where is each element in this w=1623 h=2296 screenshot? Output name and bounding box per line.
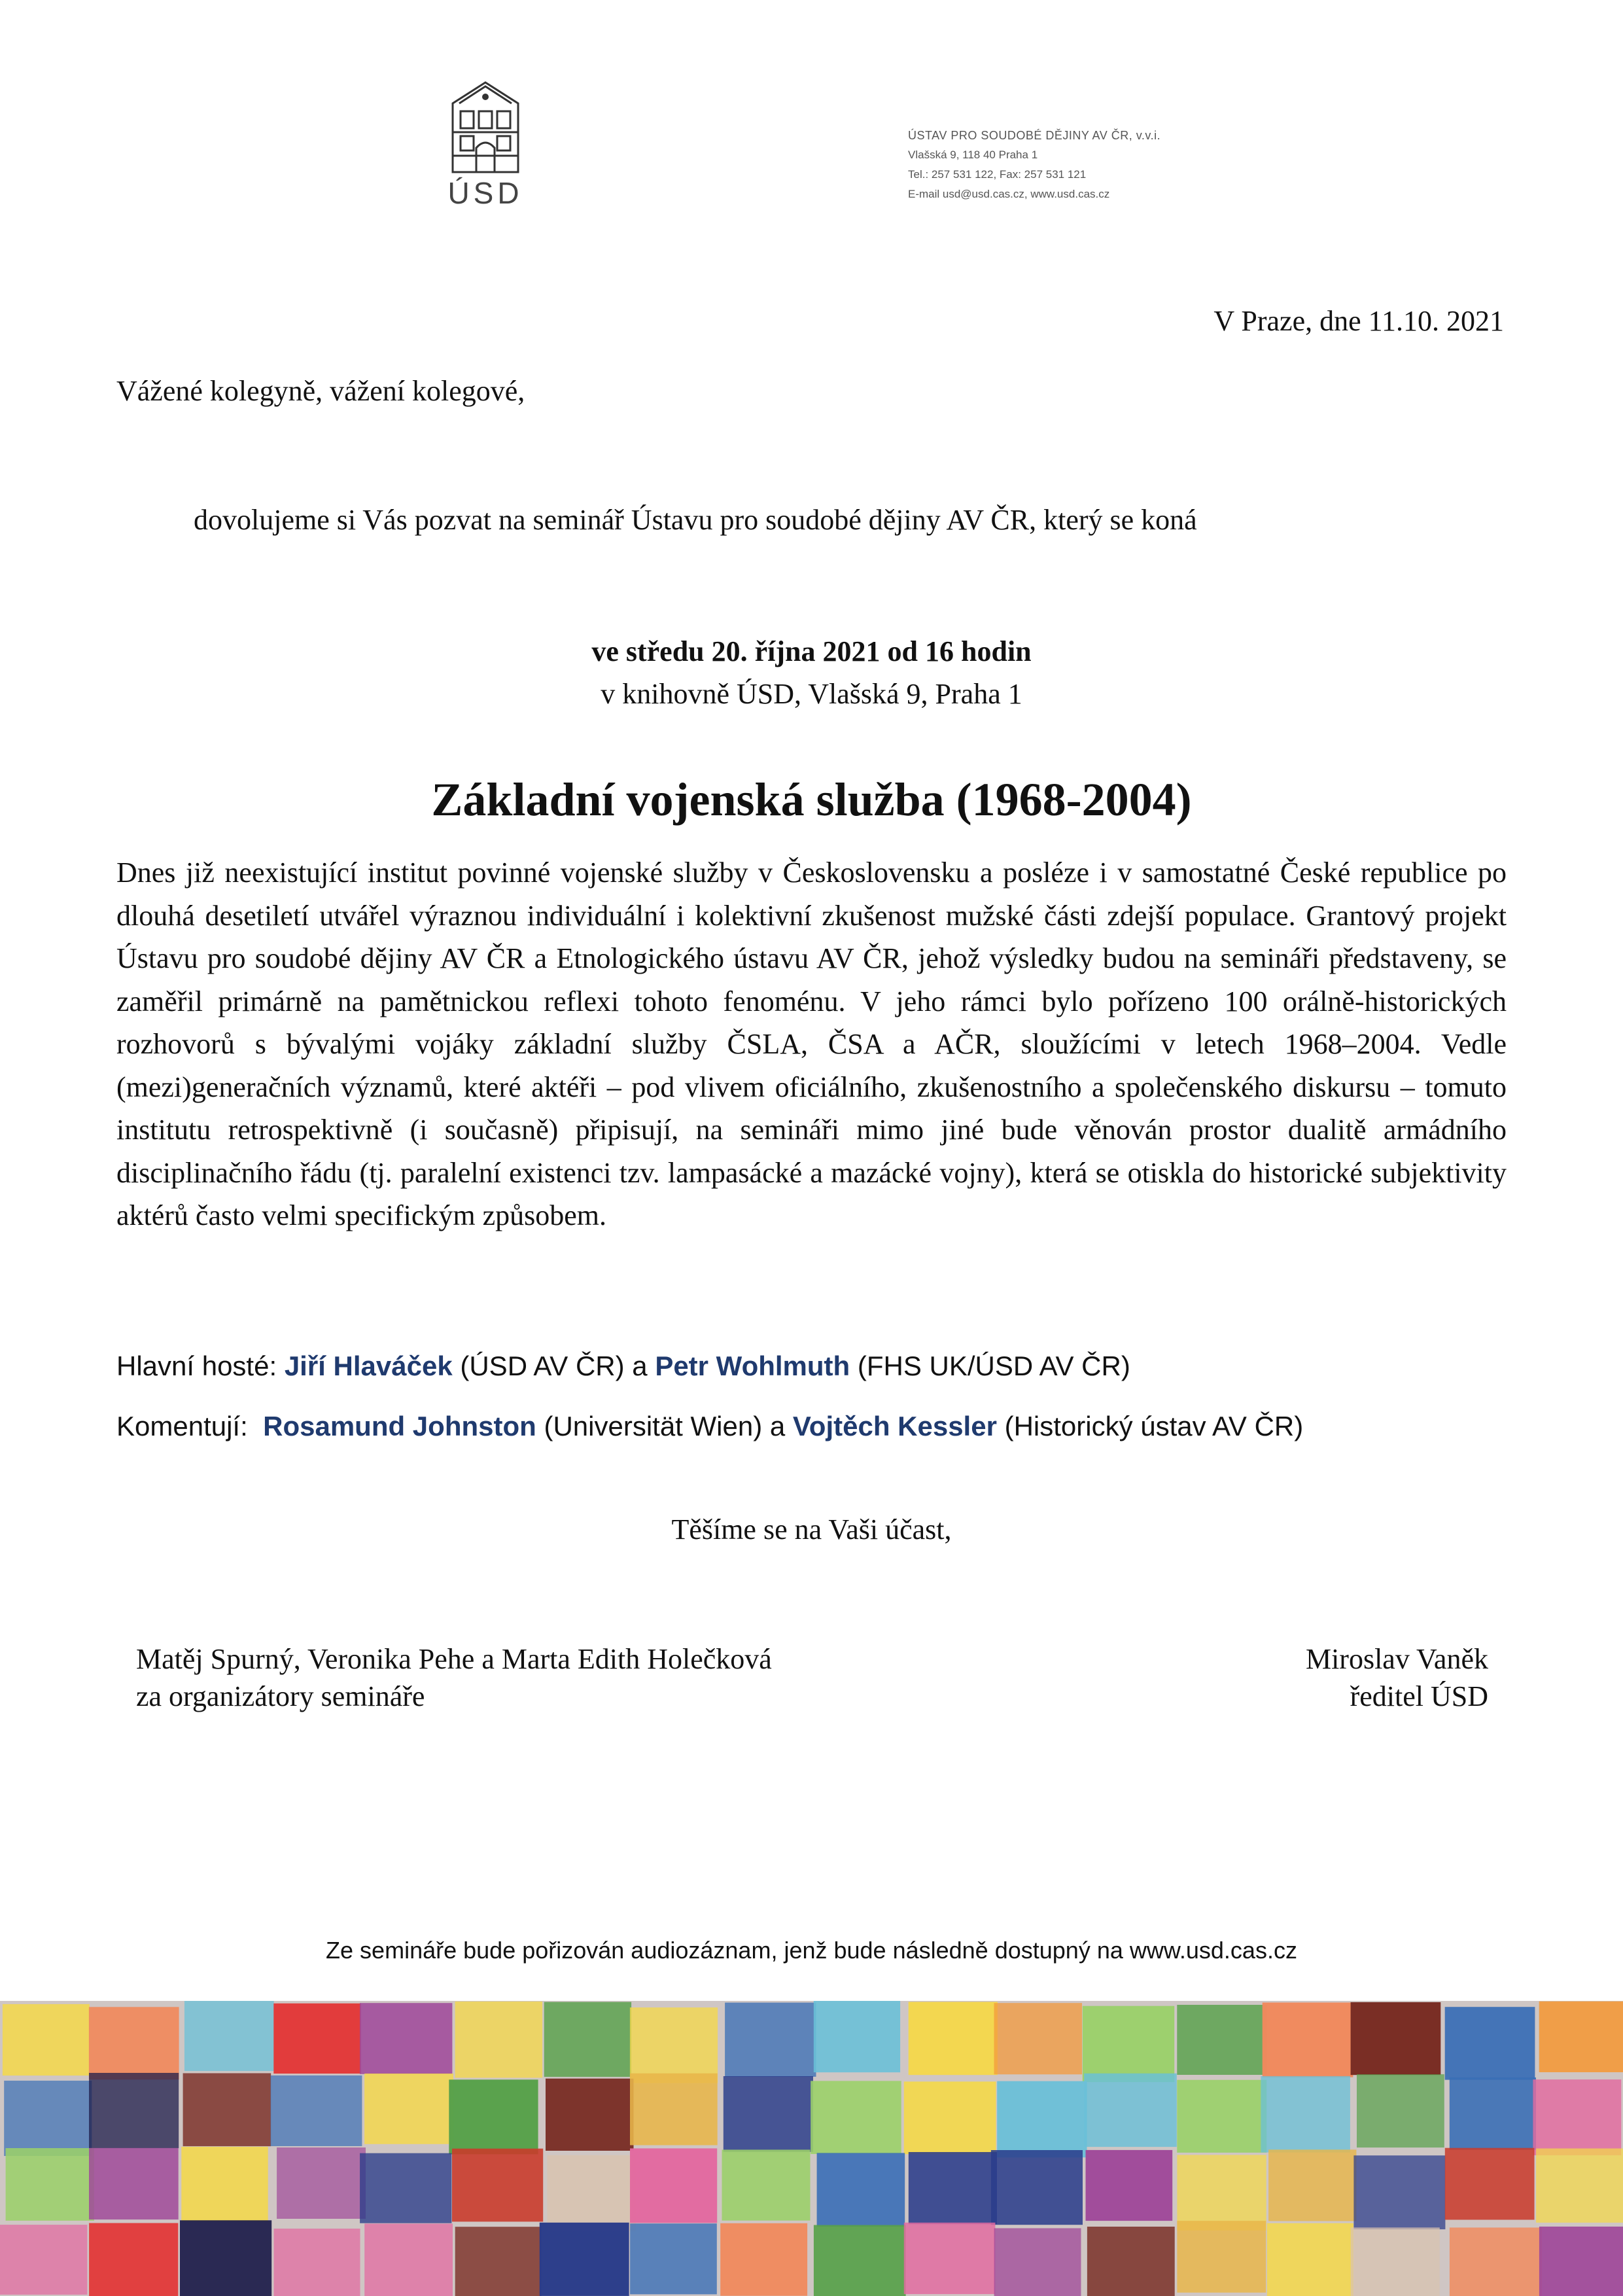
paint-tile	[360, 2153, 451, 2223]
paint-tile	[1084, 2074, 1177, 2147]
paint-tile	[994, 2003, 1083, 2074]
commentator-name-1: Rosamund Johnston	[263, 1411, 536, 1441]
commentators	[116, 1407, 1303, 1446]
paint-tile	[1351, 2002, 1441, 2075]
paint-tile	[997, 2081, 1087, 2158]
paint-tile	[991, 2150, 1083, 2225]
paint-tile	[630, 2007, 718, 2083]
commentator-affiliation-2: (Historický ústav AV ČR)	[1004, 1411, 1304, 1441]
paint-tile	[720, 2223, 807, 2296]
paint-tile	[1450, 2227, 1542, 2296]
guest-name-1: Jiří Hlaváček	[284, 1351, 453, 1381]
paint-tile	[449, 2079, 538, 2154]
paint-tile	[1263, 2003, 1353, 2077]
closing-line: Těšíme se na Vaši účast,	[671, 1513, 952, 1545]
paint-tile	[364, 2223, 453, 2296]
guests-label: Hlavní hosté:	[116, 1351, 277, 1381]
watercolor-banner	[0, 2001, 1623, 2296]
paint-tile	[1268, 2149, 1356, 2221]
paint-tile	[904, 2081, 996, 2154]
event-date-time: ve středu 20. října 2021 od 16 hodin	[591, 635, 1032, 667]
paint-tile	[180, 2220, 271, 2296]
main-guests	[116, 1347, 1130, 1386]
paint-tile	[1539, 2227, 1623, 2296]
paint-tile	[6, 2148, 94, 2221]
invitation-line: dovolujeme si Vás pozvat na seminář Ústavu pro soudobé dějiny AV ČR, který se koná	[194, 504, 1197, 536]
paint-tile	[1083, 2006, 1174, 2082]
paint-tile	[273, 2004, 361, 2074]
commentator-affiliation-1: (Universität Wien) a	[544, 1411, 786, 1441]
paint-tile	[1267, 2223, 1353, 2296]
paint-tile	[274, 2229, 360, 2296]
paint-tile	[540, 2223, 629, 2296]
paint-tile	[1357, 2074, 1444, 2147]
paint-tile	[452, 2149, 543, 2222]
paint-tile	[1177, 2080, 1266, 2153]
paint-tile	[1261, 2076, 1350, 2153]
paint-tile	[546, 2079, 634, 2151]
signature-director	[1306, 1640, 1488, 1715]
logo-text: ÚSD	[447, 176, 523, 210]
paint-tile	[725, 2003, 816, 2077]
paint-tile	[722, 2149, 811, 2220]
paint-tile	[1177, 2155, 1266, 2230]
paint-tile	[1450, 2077, 1536, 2150]
paint-tile	[630, 2223, 717, 2294]
paint-tile	[724, 2076, 813, 2152]
building-facade-icon	[440, 77, 531, 175]
paint-tile	[1536, 2149, 1623, 2223]
comments-label: Komentují:	[116, 1411, 248, 1441]
institution-name: ÚSTAV PRO SOUDOBÉ DĚJINY AV ČR, v.v.i.	[908, 129, 1161, 142]
signature-organizers	[136, 1640, 772, 1715]
paint-tile	[817, 2153, 905, 2227]
paint-tile	[909, 2002, 998, 2075]
paint-tile	[904, 2223, 996, 2294]
guest-affiliation-1: (ÚSD AV ČR) a	[460, 1351, 648, 1381]
paint-tile	[814, 2001, 900, 2072]
paint-tile	[544, 2002, 631, 2077]
institution-phone: Tel.: 257 531 122, Fax: 257 531 121	[908, 168, 1087, 181]
director-name: Miroslav Vaněk	[1305, 1643, 1488, 1675]
institute-logo	[440, 77, 531, 209]
paint-tile	[1351, 2227, 1440, 2296]
paint-tile	[1445, 2007, 1535, 2079]
paint-tile	[360, 2003, 452, 2074]
paint-tile	[1087, 2227, 1175, 2296]
paint-tile	[89, 2223, 178, 2296]
letter-date: V Praze, dne 11.10. 2021	[1213, 305, 1504, 337]
guest-name-2: Petr Wohlmuth	[655, 1351, 850, 1381]
paint-tile	[1445, 2148, 1535, 2220]
paint-tile	[4, 2081, 92, 2156]
commentator-name-2: Vojtěch Kessler	[792, 1411, 997, 1441]
paint-tile	[1353, 2155, 1445, 2229]
paint-tile	[1177, 2221, 1266, 2293]
event-when-where	[0, 630, 1623, 715]
paint-tile	[547, 2155, 636, 2231]
guest-affiliation-2: (FHS UK/ÚSD AV ČR)	[857, 1351, 1130, 1381]
paint-tile	[811, 2081, 901, 2154]
paint-tile	[455, 2002, 543, 2078]
paint-tile	[1533, 2079, 1621, 2155]
paint-tile	[89, 2007, 179, 2079]
paint-tile	[909, 2152, 997, 2224]
paint-tile	[364, 2074, 453, 2144]
institution-block	[908, 126, 1161, 204]
paint-tile	[89, 2073, 179, 2148]
paint-tile	[0, 2225, 87, 2295]
event-location: v knihovně ÚSD, Vlašská 9, Praha 1	[601, 678, 1022, 710]
paint-tile	[181, 2147, 268, 2221]
paint-tile	[455, 2227, 542, 2296]
organizer-names: Matěj Spurný, Veronika Pehe a Marta Edith Holečková	[136, 1643, 772, 1675]
institution-address: Vlašská 9, 118 40 Praha 1	[908, 149, 1038, 161]
seminar-title: Základní vojenská služba (1968-2004)	[431, 773, 1192, 826]
paint-tile	[994, 2228, 1081, 2296]
paint-tile	[271, 2075, 362, 2146]
organizer-role: za organizátory semináře	[136, 1680, 425, 1712]
paint-tile	[630, 2074, 718, 2146]
paint-tile	[1539, 2002, 1623, 2072]
paint-tile	[1086, 2150, 1173, 2221]
paint-tile	[814, 2225, 906, 2296]
paint-tile	[183, 2074, 271, 2147]
greeting: Vážené kolegyně, vážení kolegové,	[116, 375, 525, 407]
recording-note: Ze semináře bude pořizován audiozáznam, jenž bude následně dostupný na www.usd.cas.cz	[326, 1937, 1297, 1964]
paint-tile	[3, 2004, 90, 2075]
seminar-abstract: Dnes již neexistující institut povinné vojenské služby v Československu a posléze i v samostatné České republice po dlouhá desetiletí utvářel výraznou individuální i kolektivní zkušenost mužské části zdejší populace. Grantový projekt Ústavu pro soudobé dějiny AV ČR a Etnologického ústavu AV ČR, jehož výsledky budou na semináři představeny, se zaměřil primárně na pamětnickou reflexi tohoto fenoménu. V jeho rámci bylo pořízeno 100 orálně-historických rozhovorů s bývalými vojáky základní služby ČSLA, ČSA a AČR, sloužícími v letech 1968–2004. Vedle (mezi)generačních významů, které aktéři – pod vlivem oficiálního, zkušenostního a společenského diskursu – tomuto institutu retrospektivně (i současně) připisují, na semináři mimo jiné bude věnován prostor dualitě armádního disciplinačního řádu (tj. paralelní existenci tzv. lampasácké a mazácké vojny), která se otiskla do historické subjektivity aktérů často velmi specifickým způsobem.	[116, 857, 1507, 1231]
director-role: ředitel ÚSD	[1350, 1680, 1488, 1712]
paint-tile	[277, 2147, 366, 2219]
institution-email: E-mail usd@usd.cas.cz, www.usd.cas.cz	[908, 188, 1110, 200]
paint-tile	[89, 2148, 179, 2219]
watercolor-grid-image	[0, 2001, 1623, 2296]
paint-tile	[630, 2148, 717, 2223]
paint-tile	[184, 2001, 274, 2071]
paint-tile	[1177, 2005, 1266, 2075]
